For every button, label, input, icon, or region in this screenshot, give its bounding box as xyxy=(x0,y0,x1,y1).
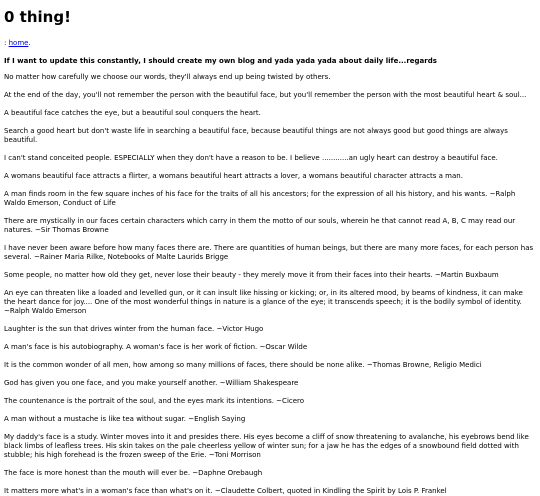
quote-paragraph: Some people, no matter how old they get, never lose their beauty - they merely move it from their faces into their hearts. ~Martin Buxbaum xyxy=(4,271,499,279)
quote-paragraph: An eye can threaten like a loaded and levelled gun, or it can insult like hissing or kicking; or, in its altered mood, by beams of kindness, it can make the heart dance for joy.... One of the most wonderful things in nature is a glance of the eye; it transcends speech; it is the bodily symbol of identity. ~Ralph Waldo Emerson xyxy=(4,289,523,315)
quote-paragraph: Search a good heart but don't waste life in searching a beautiful face, because beautiful things are not always good but good things are always beautiful. xyxy=(4,127,508,144)
quote-paragraph: A man's face is his autobiography. A woman's face is her work of fiction. ~Oscar Wilde xyxy=(4,343,308,351)
quote-paragraph: Laughter is the sun that drives winter from the human face. ~Victor Hugo xyxy=(4,325,264,333)
quote-paragraph: The face is more honest than the mouth will ever be. ~Daphne Orebaugh xyxy=(4,469,263,477)
quote-paragraph: I can't stand conceited people. ESPECIALLY when they don't have a reason to be. I believe ............an ugly heart can destroy a beautiful face. xyxy=(4,154,498,162)
intro-text: If I want to update this constantly, I should create my own blog and yada yada yada about daily life...regards xyxy=(4,57,437,65)
page-content xyxy=(0,9,540,496)
quote-paragraph: At the end of the day, you'll not remember the person with the beautiful face, but you'll remember the person with the most beautiful heart & soul... xyxy=(4,91,527,99)
quote-paragraph: A beautiful face catches the eye, but a beautiful soul conquers the heart. xyxy=(4,109,261,117)
quote-paragraph: My daddy's face is a study. Winter moves into it and presides there. His eyes become a cliff of snow threatening to avalanche, his eyebrows bend like black limbs of leafless trees. His skin takes on the pale cheerless yellow of winter sun; for a jaw he has the edges of a snowbound field dotted with stubble; his high forehead is the frozen sweep of the Erie. ~Toni Morrison xyxy=(4,433,529,459)
breadcrumb xyxy=(4,39,536,48)
quote-paragraph: I have never been aware before how many faces there are. There are quantities of human beings, but there are many more faces, for each person has several. ~Rainer Maria Rilke, Notebooks of Malte Laurids Brigge xyxy=(4,244,534,261)
quote-paragraph: The countenance is the portrait of the soul, and the eyes mark its intentions. ~Cicero xyxy=(4,397,305,405)
quote-paragraph: A man finds room in the few square inches of his face for the traits of all his ancestors; for the expression of all his history, and his wants. ~Ralph Waldo Emerson, Conduct of Life xyxy=(4,190,516,207)
quote-paragraph: A womans beautiful face attracts a flirter, a womans beautiful heart attracts a lover, a womans beautiful character attracts a man. xyxy=(4,172,463,180)
nav-prefix: : xyxy=(4,39,9,47)
nav-suffix: . xyxy=(28,39,31,47)
quote-paragraph: It matters more what's in a woman's face than what's on it. ~Claudette Colbert, quoted in Kindling the Spirit by Lois P. Frankel xyxy=(4,487,447,495)
quote-paragraph: No matter how carefully we choose our words, they'll always end up being twisted by others. xyxy=(4,73,331,81)
quote-paragraph: A man without a mustache is like tea without sugar. ~English Saying xyxy=(4,415,246,423)
quote-paragraph: God has given you one face, and you make yourself another. ~William Shakespeare xyxy=(4,379,299,387)
home-link[interactable]: home xyxy=(8,39,29,47)
quote-paragraph: It is the common wonder of all men, how among so many millions of faces, there should be none alike. ~Thomas Browne, Religio Medici xyxy=(4,361,482,369)
page-title: 0 thing! xyxy=(4,8,71,26)
quote-paragraph: There are mystically in our faces certain characters which carry in them the motto of our souls, wherein he that cannot read A, B, C may read our natures. ~Sir Thomas Browne xyxy=(4,217,516,234)
